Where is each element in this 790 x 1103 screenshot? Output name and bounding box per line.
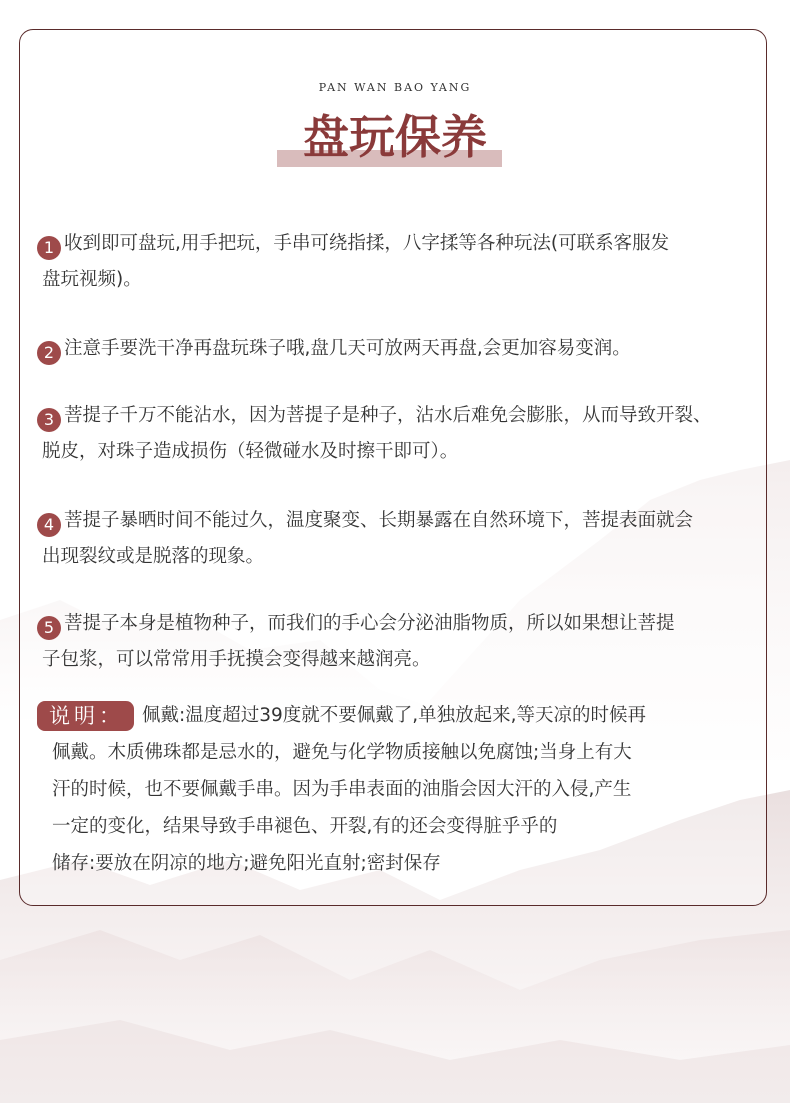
number-badge: 4 [37,513,61,537]
care-item-1 [37,226,759,298]
note-line-4: 一定的变化，结果导致手串褪色、开裂,有的还会变得脏乎乎的 [52,816,558,837]
number-badge: 3 [37,408,61,432]
care-item-2 [37,331,759,367]
care-item-text-line2: 盘玩视频)。 [42,269,142,290]
care-item-text-line1: 菩提子暴晒时间不能过久，温度聚变、长期暴露在自然环境下，菩提表面就会 [64,510,694,531]
care-item-text-line2: 出现裂纹或是脱落的现象。 [42,546,265,567]
number-badge: 5 [37,616,61,640]
care-item-3 [37,398,759,470]
note-line-5: 储存:要放在阴凉的地方;避免阳光直射;密封保存 [52,853,441,874]
note-section [37,697,759,882]
care-item-text-line2: 子包浆，可以常常用手抚摸会变得越来越润亮。 [42,649,431,670]
title-block [0,106,790,170]
note-line-1 [37,697,759,734]
care-item-text-line1: 注意手要洗干净再盘玩珠子哦,盘几天可放两天再盘,会更加容易变润。 [64,338,631,359]
note-badge: 说明： [37,701,134,731]
number-badge: 2 [37,341,61,365]
care-item-text-line1: 菩提子千万不能沾水，因为菩提子是种子，沾水后难免会膨胀，从而导致开裂、 [64,405,712,426]
care-item-text-line1: 菩提子本身是植物种子，而我们的手心会分泌油脂物质，所以如果想让菩提 [64,613,675,634]
care-item-5 [37,606,759,678]
page-title: 盘玩保养 [303,110,487,164]
note-line-3: 汗的时候，也不要佩戴手串。因为手串表面的油脂会因大汗的入侵,产生 [52,779,632,800]
note-line-2: 佩戴。木质佛珠都是忌水的，避免与化学物质接触以免腐蚀;当身上有大 [52,742,632,763]
care-item-text-line2: 脱皮，对珠子造成损伤（轻微碰水及时擦干即可）。 [42,441,459,462]
care-item-text-line1: 收到即可盘玩,用手把玩，手串可绕指揉，八字揉等各种玩法(可联系客服发 [64,233,670,254]
number-badge: 1 [37,236,61,260]
page-subtitle: PAN WAN BAO YANG [318,81,472,94]
care-item-4 [37,503,759,575]
note-text: 佩戴:温度超过39度就不要佩戴了,单独放起来,等天凉的时候再 [142,705,647,726]
